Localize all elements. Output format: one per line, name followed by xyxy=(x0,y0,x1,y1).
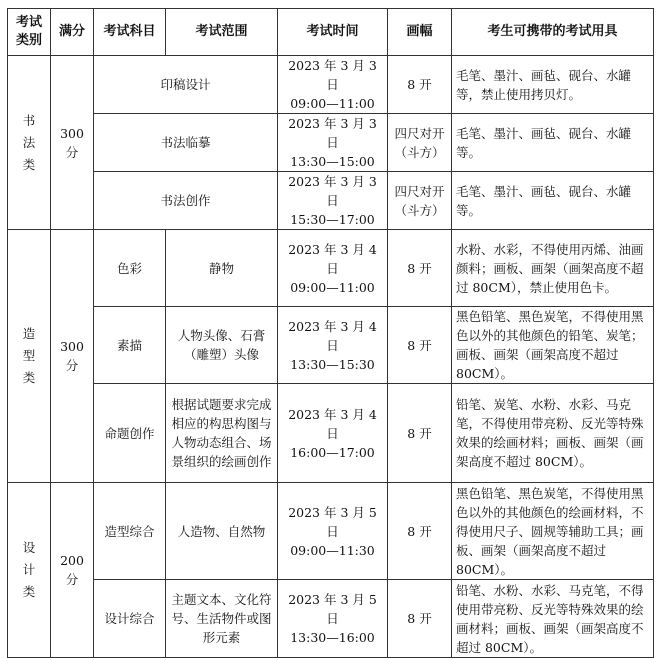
category-cell: 造型类 xyxy=(8,230,51,483)
tools-cell: 毛笔、墨汁、画毡、砚台、水罐等。 xyxy=(452,172,654,230)
tools-cell: 铅笔、炭笔、水粉、水彩、马克笔，不得使用带亮粉、反光等特殊效果的绘画材料；画板、画架（画架高度不超过 80CM）。 xyxy=(452,384,654,483)
scope-cell: 主题文本、文化符号、生活物件或图形元素 xyxy=(166,580,278,658)
table-row xyxy=(8,580,654,658)
tools-cell: 水粉、水彩，不得使用丙烯、油画颜料；画板、画架（画架高度不超过 80CM），禁止使用色卡。 xyxy=(452,230,654,307)
table-row xyxy=(8,483,654,580)
size-cell: 8 开 xyxy=(388,384,452,483)
subject-cell: 设计综合 xyxy=(94,580,166,658)
size-cell: 8 开 xyxy=(388,230,452,307)
size-cell: 8 开 xyxy=(388,307,452,384)
table-row xyxy=(8,230,654,307)
time-cell: 2023 年 3 月 3 日 13:30—15:00 xyxy=(278,114,388,172)
subject-cell: 书法临摹 xyxy=(94,114,278,172)
score-cell: 300 分 xyxy=(51,56,94,230)
table-row xyxy=(8,172,654,230)
time-cell: 2023 年 3 月 4 日 13:30—15:30 xyxy=(278,307,388,384)
header-time: 考试时间 xyxy=(278,9,388,56)
table-row xyxy=(8,56,654,114)
tools-cell: 毛笔、墨汁、画毡、砚台、水罐等。 xyxy=(452,114,654,172)
subject-cell: 印稿设计 xyxy=(94,56,278,114)
size-cell: 四尺对开 （斗方） xyxy=(388,172,452,230)
size-cell: 8 开 xyxy=(388,483,452,580)
score-cell: 300 分 xyxy=(51,230,94,483)
category-cell: 设计类 xyxy=(8,483,51,658)
time-cell: 2023 年 3 月 3 日 15:30—17:00 xyxy=(278,172,388,230)
exam-schedule-table xyxy=(7,8,654,658)
time-cell: 2023 年 3 月 4 日 09:00—11:00 xyxy=(278,230,388,307)
header-scope: 考试范围 xyxy=(166,9,278,56)
subject-cell: 造型综合 xyxy=(94,483,166,580)
tools-cell: 黑色铅笔、黑色炭笔，不得使用黑色以外的其他颜色的绘画材料，不得使用尺子、圆规等辅助工具；画板、画架（画架高度不超过 80CM）。 xyxy=(452,483,654,580)
table-row xyxy=(8,384,654,483)
header-score: 满分 xyxy=(51,9,94,56)
table-row xyxy=(8,307,654,384)
scope-cell: 人造物、自然物 xyxy=(166,483,278,580)
subject-cell: 命题创作 xyxy=(94,384,166,483)
header-subject: 考试科目 xyxy=(94,9,166,56)
score-cell: 200 分 xyxy=(51,483,94,658)
time-cell: 2023 年 3 月 4 日 16:00—17:00 xyxy=(278,384,388,483)
tools-cell: 黑色铅笔、黑色炭笔，不得使用黑色以外的其他颜色的铅笔、炭笔；画板、画架（画架高度不超过 80CM）。 xyxy=(452,307,654,384)
table-row xyxy=(8,114,654,172)
time-cell: 2023 年 3 月 5 日 09:00—11:30 xyxy=(278,483,388,580)
scope-cell: 人物头像、石膏（雕塑）头像 xyxy=(166,307,278,384)
tools-cell: 铅笔、水粉、水彩、马克笔，不得使用带亮粉、反光等特殊效果的绘画材料；画板、画架（画架高度不超过 80CM）。 xyxy=(452,580,654,658)
size-cell: 四尺对开 （斗方） xyxy=(388,114,452,172)
header-category: 考试 类别 xyxy=(8,9,51,56)
category-cell: 书法类 xyxy=(8,56,51,230)
subject-cell: 素描 xyxy=(94,307,166,384)
size-cell: 8 开 xyxy=(388,580,452,658)
time-cell: 2023 年 3 月 3 日 09:00—11:00 xyxy=(278,56,388,114)
header-size: 画幅 xyxy=(388,9,452,56)
header-row xyxy=(8,9,654,56)
scope-cell: 静物 xyxy=(166,230,278,307)
size-cell: 8 开 xyxy=(388,56,452,114)
subject-cell: 书法创作 xyxy=(94,172,278,230)
time-cell: 2023 年 3 月 5 日 13:30—16:00 xyxy=(278,580,388,658)
subject-cell: 色彩 xyxy=(94,230,166,307)
tools-cell: 毛笔、墨汁、画毡、砚台、水罐等，禁止使用拷贝灯。 xyxy=(452,56,654,114)
scope-cell: 根据试题要求完成相应的构思构图与人物动态组合、场景组织的绘画创作 xyxy=(166,384,278,483)
header-tools: 考生可携带的考试用具 xyxy=(452,9,654,56)
